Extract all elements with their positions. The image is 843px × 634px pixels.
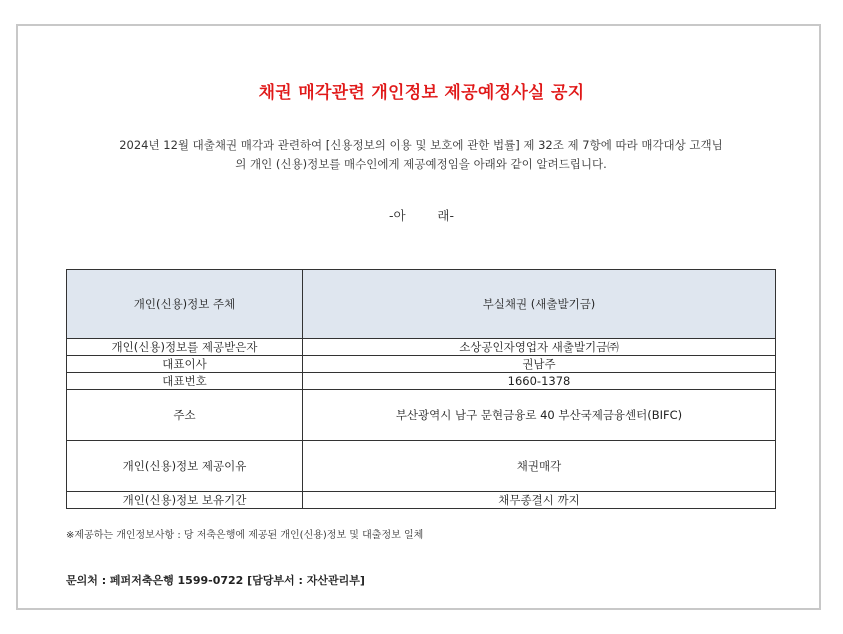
notice-title: 채권 매각관련 개인정보 제공예정사실 공지 xyxy=(258,83,585,103)
row-label: 개인(신용)정보를 제공받은자 xyxy=(67,339,303,356)
row-label: 개인(신용)정보 보유기간 xyxy=(67,492,303,509)
row-label: 대표번호 xyxy=(67,373,303,390)
provision-table xyxy=(66,269,776,509)
row-label: 개인(신용)정보 제공이유 xyxy=(67,441,303,492)
table-row xyxy=(67,441,776,492)
table-row xyxy=(67,356,776,373)
header-value: 부실채권 (새출발기금) xyxy=(303,270,776,339)
table-row xyxy=(67,492,776,509)
notice-intro xyxy=(66,136,776,174)
row-value: 부산광역시 남구 문현금융로 40 부산국제금융센터(BIFC) xyxy=(303,390,776,441)
row-value: 권남주 xyxy=(303,356,776,373)
table-row xyxy=(67,339,776,356)
table-row xyxy=(67,390,776,441)
table-header-row xyxy=(67,270,776,339)
contact-info: 문의처 : 페퍼저축은행 1599-0722 [담당부서 : 자산관리부] xyxy=(66,574,365,587)
row-value: 소상공인자영업자 새출발기금㈜ xyxy=(303,339,776,356)
row-label: 대표이사 xyxy=(67,356,303,373)
row-value: 채권매각 xyxy=(303,441,776,492)
footnote: ※제공하는 개인정보사항 : 당 저축은행에 제공된 개인(신용)정보 및 대출정보 일체 xyxy=(66,530,424,541)
row-value: 1660-1378 xyxy=(303,373,776,390)
table-row xyxy=(67,373,776,390)
intro-line-1: 2024년 12월 대출채권 매각과 관련하여 [신용정보의 이용 및 보호에 관한 법률] 제 32조 제 7항에 따라 매각대상 고객님 xyxy=(119,138,723,152)
row-value: 채무종결시 까지 xyxy=(303,492,776,509)
row-label: 주소 xyxy=(67,390,303,441)
below-heading: -아 래- xyxy=(389,208,454,223)
header-label: 개인(신용)정보 주체 xyxy=(67,270,303,339)
intro-line-2: 의 개인 (신용)정보를 매수인에게 제공예정임을 아래와 같이 알려드립니다. xyxy=(235,157,607,171)
